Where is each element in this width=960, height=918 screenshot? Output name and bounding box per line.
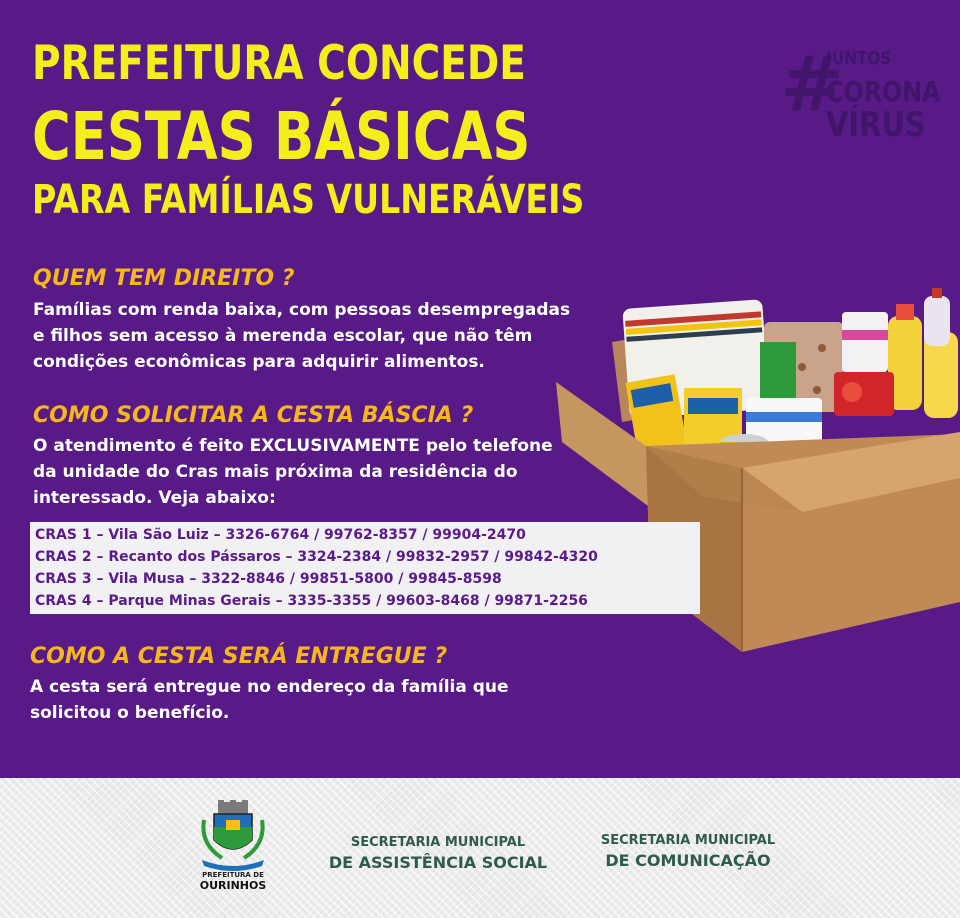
headline-line-3: PARA FAMÍLIAS VULNERÁVEIS — [32, 177, 585, 223]
badge-line-2: CORONA — [826, 75, 941, 108]
secretaria-comunicacao-line-2: DE COMUNICAÇÃO — [605, 851, 771, 870]
headline-line-1: PREFEITURA CONCEDE — [32, 36, 526, 91]
crest-caption-line-2: OURINHOS — [199, 879, 267, 892]
text-line: solicitou o benefício. — [30, 703, 230, 723]
text-line: A cesta será entregue no endereço da família que — [30, 677, 509, 697]
section-heading-delivery: COMO A CESTA SERÁ ENTREGUE ? — [30, 644, 448, 669]
text-line: O atendimento é feito EXCLUSIVAMENTE pelo telefone — [33, 436, 553, 456]
section-text-delivery — [30, 674, 509, 726]
hashtag-icon: # — [780, 39, 844, 128]
text-line: interessado. Veja abaixo: — [33, 488, 276, 508]
cras-row: CRAS 1 – Vila São Luiz – 3326-6764 / 99762-8357 / 99904-2470 — [35, 527, 526, 543]
crest-caption-line-1: PREFEITURA DE — [202, 871, 264, 879]
section-text-who — [33, 297, 570, 375]
cras-contact-list — [30, 522, 700, 614]
section-heading-how-request: COMO SOLICITAR A CESTA BÁSCIA ? — [33, 403, 474, 428]
coronavirus-hashtag-badge — [780, 39, 941, 145]
cras-row: CRAS 2 – Recanto dos Pássaros – 3324-2384 / 99832-2957 / 99842-4320 — [35, 549, 598, 565]
secretaria-comunicacao-line-1: SECRETARIA MUNICIPAL — [600, 833, 776, 848]
headline-line-2: CESTAS BÁSICAS — [32, 98, 531, 175]
text-line: e filhos sem acesso à merenda escolar, que não têm — [33, 326, 533, 346]
secretaria-social-line-1: SECRETARIA MUNICIPAL — [350, 835, 526, 850]
section-heading-who: QUEM TEM DIREITO ? — [33, 266, 295, 291]
badge-line-3: VÍRUS — [826, 105, 926, 145]
secretaria-social-line-2: DE ASSISTÊNCIA SOCIAL — [328, 853, 548, 872]
badge-line-1: JUNTOS — [826, 48, 892, 69]
text-line: da unidade do Cras mais próxima da residência do — [33, 462, 518, 482]
cras-row: CRAS 3 – Vila Musa – 3322-8846 / 99851-5800 / 99845-8598 — [35, 571, 502, 587]
ourinhos-crest-icon — [196, 800, 270, 874]
text-line: Famílias com renda baixa, com pessoas desempregadas — [33, 300, 571, 320]
section-text-how-request — [33, 433, 553, 511]
cras-row: CRAS 4 – Parque Minas Gerais – 3335-3355 / 99603-8468 / 99871-2256 — [35, 593, 588, 609]
text-line: condições econômicas para adquirir alimentos. — [33, 352, 485, 372]
